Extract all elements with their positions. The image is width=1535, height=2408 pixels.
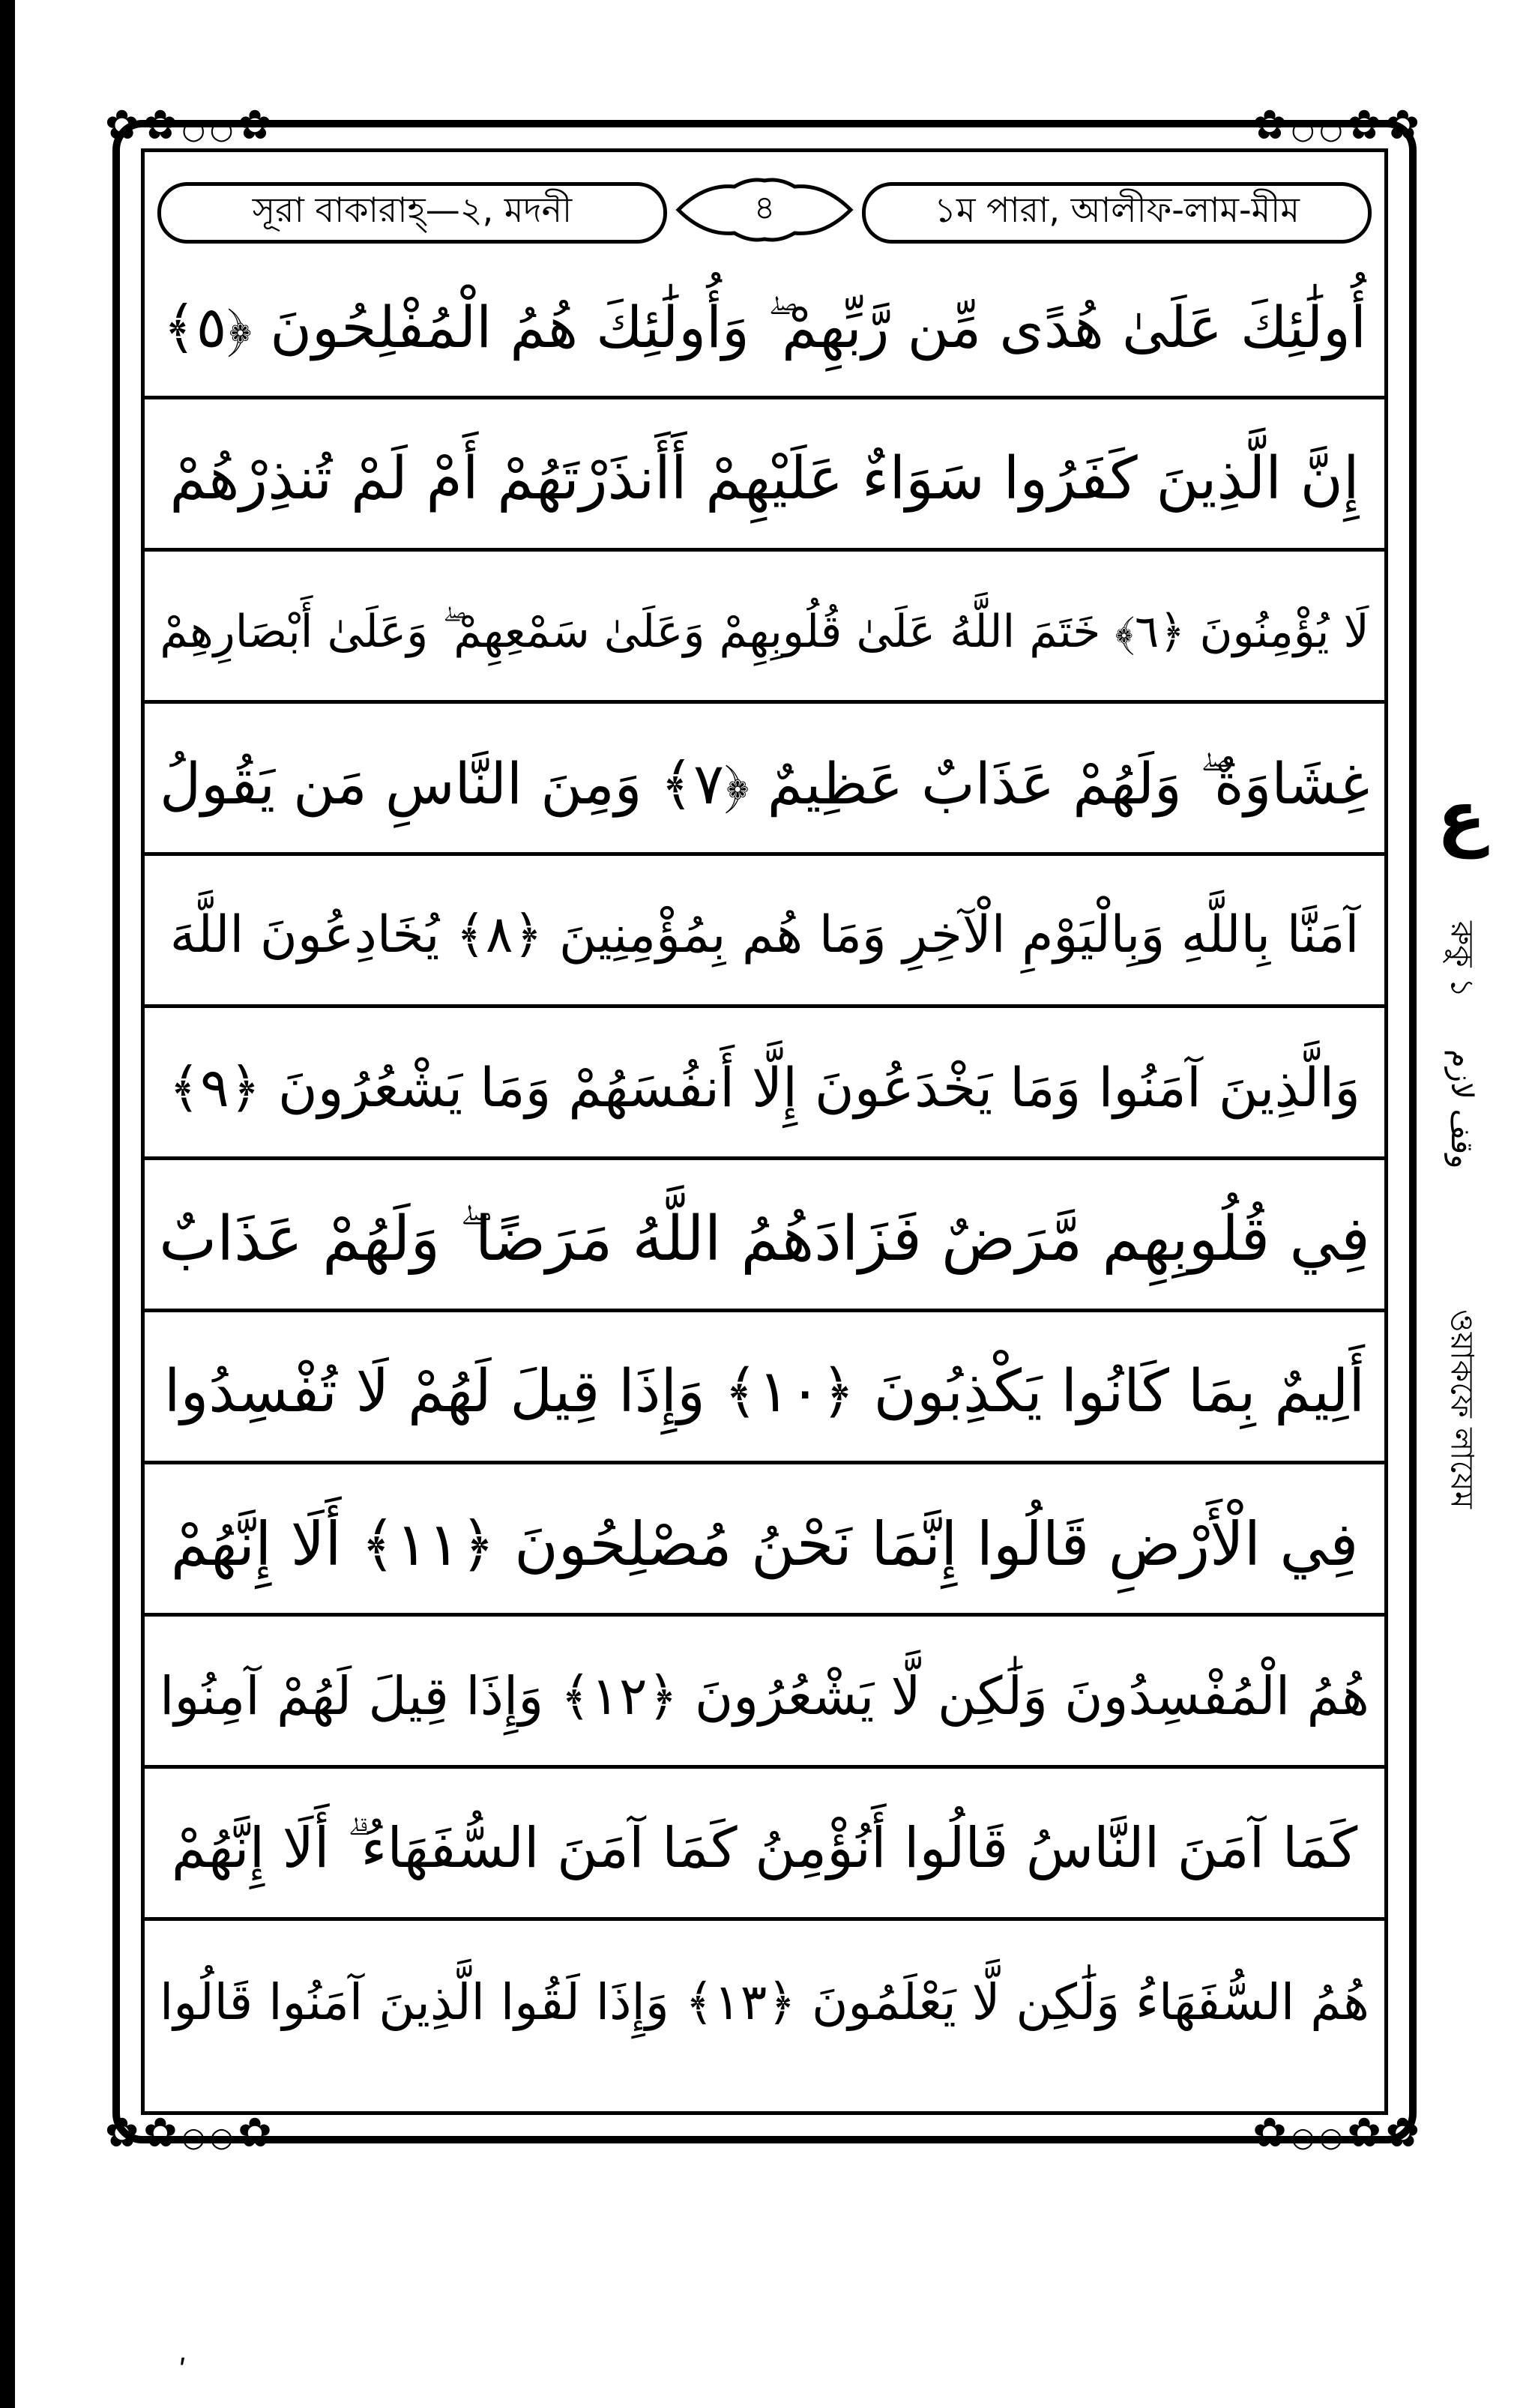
- ruku-sign: ع: [1437, 775, 1486, 859]
- page-edge-shadow: [0, 0, 15, 2408]
- verse-line: [144, 1780, 1385, 1921]
- waqf-arabic-note: وقف لازم: [1444, 1049, 1479, 1169]
- surah-label: সূরা বাকারাহ্—২, মদনী: [252, 190, 573, 230]
- arabic-text: لَا يُؤْمِنُونَ ﴿٦﴾ خَتَمَ اللَّهُ عَلَىٰ قُلُوبِهِمْ وَعَلَىٰ سَمْعِهِمْ ۖ وَعَلَىٰ أَبْصَارِهِمْ: [160, 605, 1369, 658]
- corner-ornament-icon: ✿○○✿✿: [1252, 2109, 1424, 2156]
- verse-line: [144, 1171, 1385, 1312]
- arabic-text: فِي قُلُوبِهِم مَّرَضٌ فَزَادَهُمُ اللَّهُ مَرَضًا ۖ وَلَهُمْ عَذَابٌ: [159, 1204, 1370, 1276]
- arabic-text: هُمُ السُّفَهَاءُ وَلَٰكِن لَّا يَعْلَمُونَ ﴿١٣﴾ وَإِذَا لَقُوا الَّذِينَ آمَنُوا قَالُوا: [160, 1973, 1369, 2031]
- verse-line: [144, 1932, 1385, 2073]
- verse-line: [144, 563, 1385, 704]
- corner-ornament-icon: ✿✿○○✿: [105, 101, 277, 148]
- arabic-text: إِنَّ الَّذِينَ كَفَرُوا سَوَاءٌ عَلَيْهِمْ أَأَنذَرْتَهُمْ أَمْ لَمْ تُنذِرْهُمْ: [169, 444, 1360, 513]
- corner-ornament-icon: ✿○○✿✿: [1252, 101, 1424, 148]
- surah-label-box: [157, 182, 667, 244]
- arabic-text: أَلِيمٌ بِمَا كَانُوا يَكْذِبُونَ ﴿١٠﴾ وَإِذَا قِيلَ لَهُمْ لَا تُفْسِدُوا: [163, 1357, 1366, 1425]
- page-header: [157, 176, 1372, 247]
- arabic-text: آمَنَّا بِاللَّهِ وَبِالْيَوْمِ الْآخِرِ وَمَا هُم بِمُؤْمِنِينَ ﴿٨﴾ يُخَادِعُونَ اللَّهَ: [169, 905, 1360, 965]
- arabic-text: وَالَّذِينَ آمَنُوا وَمَا يَخْدَعُونَ إِلَّا أَنفُسَهُمْ وَمَا يَشْعُرُونَ ﴿٩﴾: [168, 1055, 1361, 1119]
- para-label-box: [862, 182, 1372, 244]
- ruku-label: রুকু ১: [1444, 920, 1481, 998]
- waqf-bengali-note: ওয়াকফে লাযেম: [1444, 1309, 1481, 1509]
- verse-lines: [144, 259, 1385, 2087]
- verse-line: [144, 715, 1385, 856]
- verse-line: [144, 1019, 1385, 1160]
- corner-ornament-icon: ✿✿○○✿: [105, 2109, 277, 2156]
- verse-line: [144, 1628, 1385, 1769]
- page-number: ৪: [753, 188, 776, 227]
- arabic-text: كَمَا آمَنَ النَّاسُ قَالُوا أَنُؤْمِنُ كَمَا آمَنَ السُّفَهَاءُ ۗ أَلَا إِنَّهُمْ: [171, 1815, 1358, 1880]
- arabic-text: فِي الْأَرْضِ قَالُوا إِنَّمَا نَحْنُ مُصْلِحُونَ ﴿١١﴾ أَلَا إِنَّهُمْ: [170, 1509, 1359, 1579]
- verse-line: [144, 411, 1385, 552]
- verse-line: [144, 867, 1385, 1008]
- arabic-text: هُمُ الْمُفْسِدُونَ وَلَٰكِن لَّا يَشْعُرُونَ ﴿١٢﴾ وَإِذَا قِيلَ لَهُمْ آمِنُوا: [160, 1665, 1369, 1727]
- arabic-text: غِشَاوَةٌ ۖ وَلَهُمْ عَذَابٌ عَظِيمٌ ﴿٧﴾ وَمِنَ النَّاسِ مَن يَقُولُ: [159, 749, 1370, 817]
- verse-line: [144, 259, 1385, 399]
- page-number-cartouche: [675, 176, 854, 244]
- arabic-text: أُولَٰئِكَ عَلَىٰ هُدًى مِّن رَّبِّهِمْ ۖ وَأُولَٰئِكَ هُمُ الْمُفْلِحُونَ ﴿٥﴾: [163, 293, 1366, 360]
- para-label: ১ম পারা, আলীফ-লাম-মীম: [934, 190, 1300, 230]
- verse-line: [144, 1324, 1385, 1464]
- stray-mark: ʹ: [178, 2355, 187, 2389]
- verse-line: [144, 1476, 1385, 1617]
